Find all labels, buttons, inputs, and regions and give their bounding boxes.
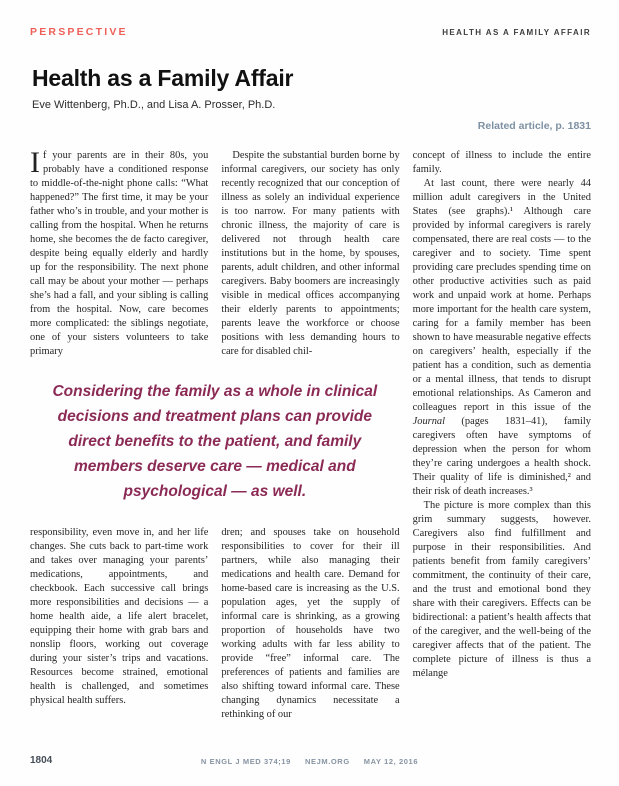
drop-cap: I	[30, 146, 40, 179]
column-2-top: Despite the substantial burden borne by informal caregivers, our society has only recently recognized that our conception of illness as solely an individual experience is too narrow. For many patients with chronic illness, the majority of care is delivered not through health care institutions but in the home, by spouses, parents, adult children, and other informal caregivers. Baby boomers are increasingly visible in medical offices accompanying their elderly parents to appointments; parents leave the workforce or choose positions with less demanding hours to care for disabled chil-	[221, 150, 400, 357]
column-1-top	[30, 146, 209, 359]
authors-byline: Eve Wittenberg, Ph.D., and Lisa A. Prosser, Ph.D.	[32, 99, 276, 111]
article-body	[30, 146, 591, 722]
section-label: PERSPECTIVE	[30, 26, 128, 38]
pull-quote-region	[30, 359, 400, 526]
column-1-bottom: responsibility, even move in, and her life changes. She cuts back to part-time work and takes over managing your parents’ medications, appointments, and checkbook. Each successive call brings more responsibilities and decisions — a home health aide, a life alert bracelet, equipping their home with grab bars and nonslip floors, working out coverage during your sister’s trips and vacations. Resources become strained, emotional health is challenged, and sometimes physical health suffers.	[30, 527, 209, 706]
running-head: HEALTH AS A FAMILY AFFAIR	[442, 28, 591, 37]
column-3-paragraph-1: concept of illness to include the entire family.	[412, 150, 591, 175]
column-2-bottom: dren; and spouses take on household responsibilities to cover for their ill partners, while also managing their medications and health care. Demand for home-based care is increasing as the U.S. population ages, yet the supply of informal care is shrinking, as a growing proportion of households have two working adults with far less ability to provide “free” informal care. The preferences of patients and families are also shifting toward informal care. These changing dynamics necessitate a rethinking of our	[221, 527, 400, 720]
journal-site: NEJM.ORG	[304, 757, 350, 766]
journal-citation	[0, 757, 619, 766]
column-3-paragraph-2	[413, 177, 591, 499]
column-3	[413, 149, 591, 722]
issue-date: MAY 12, 2016	[363, 757, 419, 766]
page-footer	[0, 755, 619, 769]
journal-reference: N ENGL J MED 374;19	[200, 757, 291, 766]
article-title: Health as a Family Affair	[32, 65, 294, 91]
column-3-paragraph-2-post: (pages 1831–41), family caregivers often have symptoms of depression when the person for whom they’re caring undergoes a health shock. Their quality of life is diminished,² and their risk of death increases.³	[412, 416, 591, 497]
column-1-top-text: f your parents are in their 80s, you probably have a conditioned response to middle-of-the-night phone calls: “What happened?” The first time, it may be your father who’s in trouble, and your mother is calling from the hospital. When he returns home, she becomes the de facto caregiver, despite being equally elderly and hardly up for the responsibility. The next phone call may be about your mother — perhaps she’s had a fall, and your sibling is calling from the hospital. Now, care becomes more complicated: the siblings negotiate, one of your sisters volunteers to take primary	[30, 150, 209, 357]
page-number: 1804	[30, 755, 53, 766]
pull-quote: Considering the family as a whole in clinical decisions and treatment plans can provide direct benefits to the patient, and family members deserve care — medical and psychological — as well.	[52, 383, 378, 500]
related-article-note: Related article, p. 1831	[477, 120, 591, 132]
column-3-paragraph-3: The picture is more complex than this grim summary suggests, however. Caregivers also find fulfillment and purpose in their responsibilities. And patients benefit from family caregivers’ commitment, the continuity of their care, and the trust and emotional bond they share with their caregivers. Effects can be bidirectional: a patient’s health affects that of the caregiver, and the well-being of the caregiver affects that of the patient. The complete picture of illness is thus a mélange	[412, 500, 591, 679]
column-3-paragraph-2-pre: At last count, there were nearly 44 million adult caregivers in the United States (see graphs).¹ Although care provided by informal caregivers is rarely compensated, there are real costs — to the caregiver and to society. Time spent providing care precludes spending time on other productive activities such as paid work and unpaid work at home. Perhaps more important for the health care system, caring for a family member has been shown to have measurable negative effects on caregivers’ health, especially if the patient has a condition, such as dementia or a mental illness, that tends to disrupt emotional relationships. As Cameron and colleagues report in this issue of the	[412, 178, 591, 413]
masthead	[30, 26, 591, 38]
journal-name-italic: Journal	[412, 416, 445, 427]
